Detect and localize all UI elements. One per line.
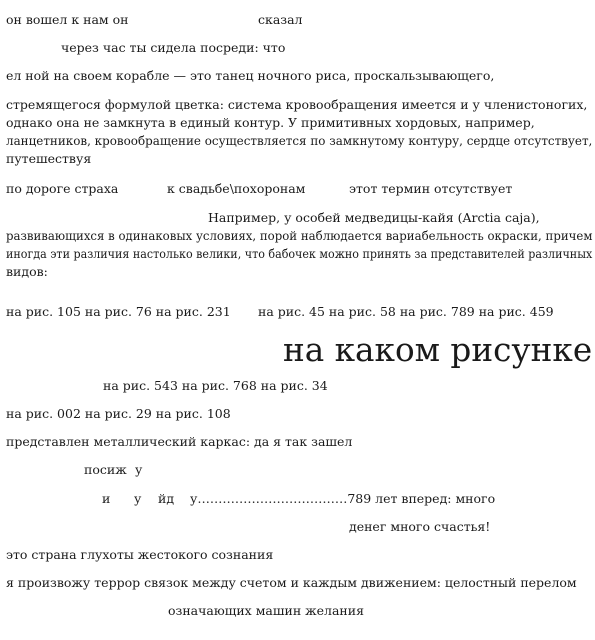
text-line: развивающихся в одинаковых условиях, порой наблюдается вариабельность окраски, причем — [6, 228, 593, 243]
text-line: через час ты сидела посреди: что — [61, 40, 286, 55]
text-fragment: у — [135, 462, 143, 477]
text-line: он вошел к нам он — [6, 12, 129, 27]
text-line: сказал — [258, 12, 303, 27]
text-line: денег много счастья! — [349, 519, 491, 534]
text-line: на рис. 105 на рис. 76 на рис. 231 — [6, 304, 231, 319]
text-line: это страна глухоты жестокого сознания — [6, 547, 274, 562]
text-line: означающих машин желания — [168, 603, 364, 618]
text-line: однако она не замкнута в единый контур. У примитивных хордовых, например, — [6, 115, 535, 130]
text-line: на рис. 543 на рис. 768 на рис. 34 — [103, 378, 328, 393]
text-line: представлен металлический каркас: да я так зашел — [6, 434, 353, 449]
text-line: я произвожу террор связок между счетом и каждым движением: целостный перелом — [6, 575, 577, 590]
text-line: стремящегося формулой цветка: система кровообращения имеется и у членистоногих, — [6, 97, 588, 112]
text-line: ел ной на своем корабле — это танец ночного риса, проскальзывающего, — [6, 68, 495, 83]
text-line: у………………………………789 лет вперед: много — [190, 491, 496, 506]
text-fragment: у — [134, 491, 142, 506]
text-fragment: посиж — [84, 462, 127, 477]
text-line: ланцетников, кровообращение осуществляется по замкнутому контуру, сердце отсутствует, — [6, 133, 593, 148]
text-line: видов: — [6, 264, 48, 279]
text-line: к свадьбе\похоронам — [167, 181, 306, 196]
text-fragment: и — [102, 491, 111, 506]
large-heading: на каком рисунке — [283, 330, 593, 369]
text-line: иногда эти различия настолько велики, что бабочек можно принять за представителей различных — [6, 246, 593, 261]
text-line: этот термин отсутствует — [349, 181, 513, 196]
text-line: путешествуя — [6, 151, 92, 166]
text-line: на рис. 002 на рис. 29 на рис. 108 — [6, 406, 231, 421]
text-fragment: йд — [158, 491, 175, 506]
text-line: по дороге страха — [6, 181, 119, 196]
text-line: Например, у особей медведицы-кайя (Arctia caja), — [208, 210, 540, 225]
text-line: на рис. 45 на рис. 58 на рис. 789 на рис. 459 — [258, 304, 554, 319]
